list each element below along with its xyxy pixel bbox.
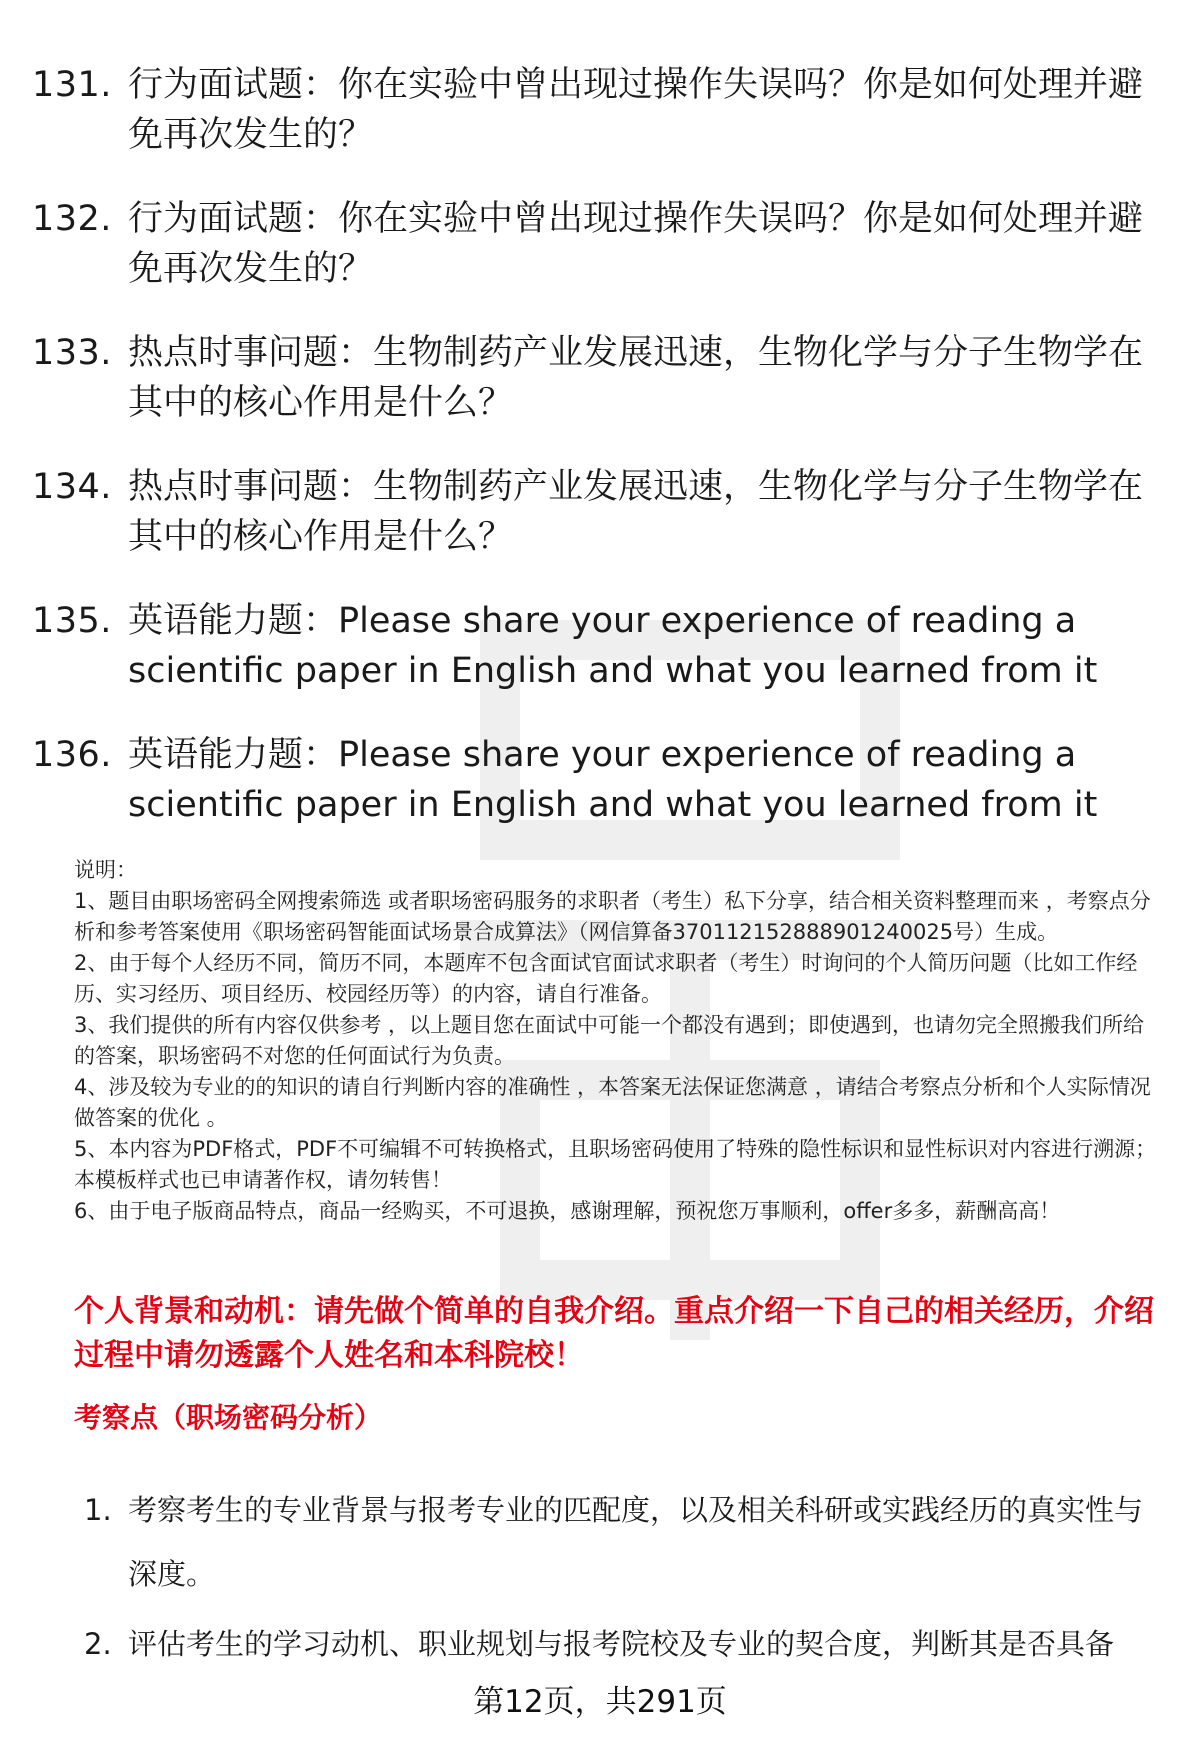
note-item: 6、由于电子版商品特点，商品一经购买，不可退换，感谢理解，预祝您万事顺利，offer多多，薪酬高高！ — [74, 1199, 1061, 1223]
question-item — [32, 60, 1152, 160]
question-number: 136. — [32, 735, 112, 775]
analysis-list — [84, 1478, 1164, 1682]
question-item — [32, 596, 1152, 696]
question-item — [32, 328, 1152, 428]
question-number: 133. — [32, 333, 112, 373]
question-item — [32, 730, 1152, 830]
analysis-item — [84, 1612, 1164, 1676]
notes-title: 说明： — [74, 858, 137, 882]
question-text: 行为面试题：你在实验中曾出现过操作失误吗？你是如何处理并避免再次发生的？ — [128, 65, 1144, 155]
question-text: 英语能力题：Please share your experience of reading a scientific paper in English and what you learned from it — [128, 601, 1098, 691]
question-number: 134. — [32, 467, 112, 507]
question-number: 132. — [32, 199, 112, 239]
question-item — [32, 194, 1152, 294]
question-text: 热点时事问题：生物制药产业发展迅速，生物化学与分子生物学在其中的核心作用是什么？ — [128, 333, 1144, 423]
question-number: 135. — [32, 601, 112, 641]
analysis-item — [84, 1478, 1164, 1606]
analysis-number: 2. — [84, 1627, 112, 1661]
featured-question: 个人背景和动机：请先做个简单的自我介绍。重点介绍一下自己的相关经历，介绍过程中请勿透露个人姓名和本科院校！ — [74, 1294, 1154, 1373]
notes-section — [74, 855, 1164, 1227]
page-footer: 第12页，共291页 — [473, 1684, 727, 1720]
note-item: 3、我们提供的所有内容仅供参考 ，以上题目您在面试中可能一个都没有遇到；即使遇到，也请勿完全照搬我们所给的答案，职场密码不对您的任何面试行为负责。 — [74, 1013, 1145, 1068]
question-number: 131. — [32, 65, 112, 105]
question-list — [32, 60, 1152, 864]
question-item — [32, 462, 1152, 562]
note-item: 1、题目由职场密码全网搜索筛选 或者职场密码服务的求职者（考生）私下分享，结合相关资料整理而来 ，考察点分析和参考答案使用《职场密码智能面试场景合成算法》（网信算备370112152888901240025号）生成。 — [74, 889, 1151, 944]
analysis-text: 评估考生的学习动机、职业规划与报考院校及专业的契合度，判断其是否具备 — [128, 1627, 1115, 1661]
question-text: 行为面试题：你在实验中曾出现过操作失误吗？你是如何处理并避免再次发生的？ — [128, 199, 1144, 289]
analysis-text: 考察考生的专业背景与报考专业的匹配度，以及相关科研或实践经历的真实性与深度。 — [128, 1493, 1144, 1591]
analysis-number: 1. — [84, 1493, 112, 1527]
note-item: 5、本内容为PDF格式，PDF不可编辑不可转换格式，且职场密码使用了特殊的隐性标识和显性标识对内容进行溯源；本模板样式也已申请著作权，请勿转售！ — [74, 1137, 1157, 1192]
note-item: 2、由于每个人经历不同，简历不同，本题库不包含面试官面试求职者（考生）时询问的个人简历问题（比如工作经历、实习经历、项目经历、校园经历等）的内容，请自行准备。 — [74, 951, 1138, 1006]
question-text: 热点时事问题：生物制药产业发展迅速，生物化学与分子生物学在其中的核心作用是什么？ — [128, 467, 1144, 557]
question-text: 英语能力题：Please share your experience of reading a scientific paper in English and what you learned from it — [128, 735, 1098, 825]
analysis-heading: 考察点（职场密码分析） — [74, 1401, 383, 1434]
note-item: 4、涉及较为专业的的知识的请自行判断内容的准确性 ，本答案无法保证您满意 ，请结合考察点分析和个人实际情况做答案的优化 。 — [74, 1075, 1151, 1130]
